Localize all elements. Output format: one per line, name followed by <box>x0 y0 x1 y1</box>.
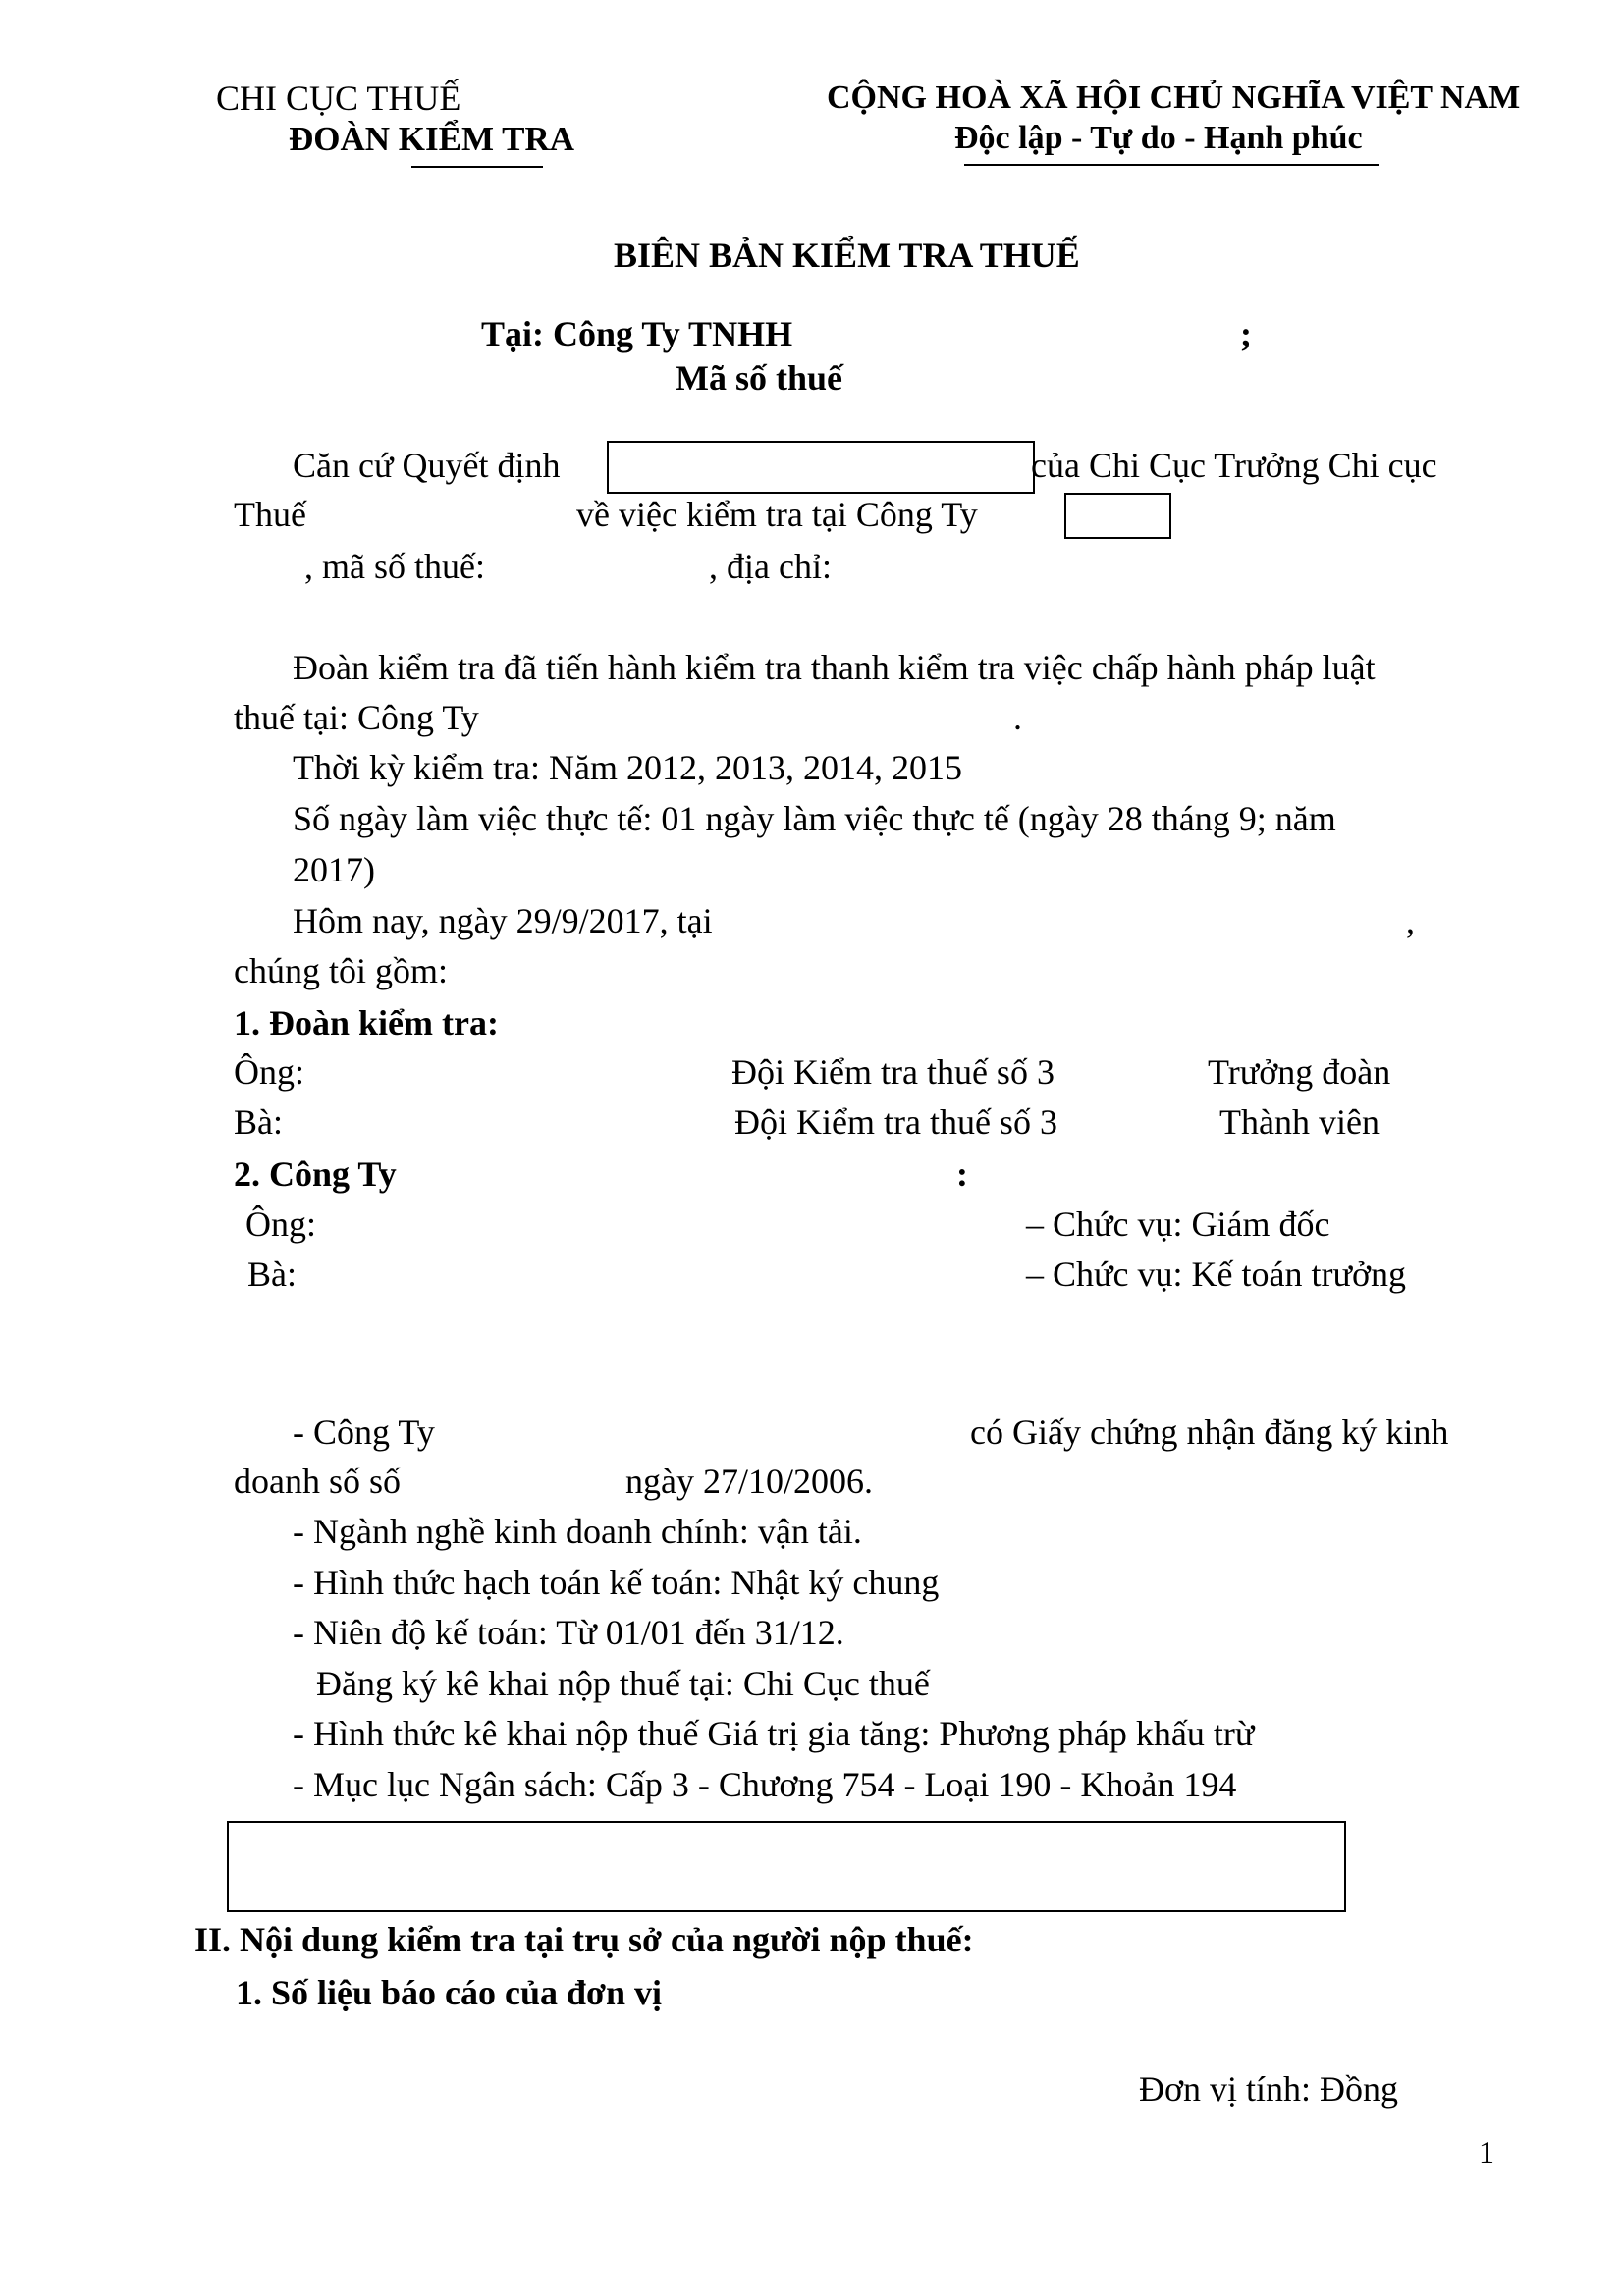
member2-unit: Đội Kiểm tra thuế số 3 <box>734 1102 1057 1142</box>
working-days-line2: 2017) <box>293 850 375 889</box>
today-line: Hôm nay, ngày 29/9/2017, tại <box>293 901 713 940</box>
document-title: BIÊN BẢN KIỂM TRA THUẾ <box>614 236 1080 275</box>
today-line-comma: , <box>1406 901 1415 940</box>
certificate-date: ngày 27/10/2006. <box>625 1462 873 1501</box>
budget-code: - Mục lục Ngân sách: Cấp 3 - Chương 754 - Loại 190 - Khoản 194 <box>293 1765 1237 1804</box>
company-rep2-role: – Chức vụ: Kế toán trưởng <box>1026 1255 1406 1294</box>
basis-decision-label: Căn cứ Quyết định <box>293 446 561 485</box>
company-rep2-title: Bà: <box>247 1255 297 1294</box>
business-certificate: có Giấy chứng nhận đăng ký kinh <box>970 1413 1449 1452</box>
company-info-line1: - Công Ty <box>293 1413 435 1452</box>
intro-line2-end: . <box>1013 698 1022 737</box>
section-ii-sub1: 1. Số liệu báo cáo của đơn vị <box>236 1973 663 2012</box>
we-include: chúng tôi gồm: <box>234 951 448 990</box>
basis-line2-text: về việc kiểm tra tại Công Ty <box>576 495 978 534</box>
redacted-box-company <box>1064 493 1171 539</box>
basis-issuer: của Chi Cục Trưởng Chi cục <box>1031 446 1437 485</box>
section2-colon: : <box>956 1154 968 1194</box>
intro-line2: thuế tại: Công Ty <box>234 698 479 737</box>
company-info-line2: doanh số số <box>234 1462 401 1501</box>
basis-address: , địa chỉ: <box>709 547 832 586</box>
vat-method: - Hình thức kê khai nộp thuế Giá trị gia tăng: Phương pháp khấu trừ <box>293 1714 1255 1753</box>
company-line-semicolon: ; <box>1240 314 1252 353</box>
page-number: 1 <box>1479 2134 1494 2169</box>
working-days-line1: Số ngày làm việc thực tế: 01 ngày làm việc thực tế (ngày 28 tháng 9; năm <box>293 799 1336 838</box>
country-name: CỘNG HOÀ XÃ HỘI CHỦ NGHĨA VIỆT NAM <box>827 80 1521 116</box>
section1-heading: 1. Đoàn kiểm tra: <box>234 1003 499 1042</box>
inspection-team-name: ĐOÀN KIỂM TRA <box>289 120 575 158</box>
header-right-underline <box>964 164 1379 166</box>
section-ii-heading: II. Nội dung kiểm tra tại trụ sở của người nộp thuế: <box>194 1920 974 1959</box>
accounting-form: - Hình thức hạch toán kế toán: Nhật ký chung <box>293 1563 940 1602</box>
basis-tax-code: , mã số thuế: <box>304 547 485 586</box>
redacted-box-info <box>227 1821 1346 1912</box>
member2-title: Bà: <box>234 1102 283 1142</box>
intro-line1: Đoàn kiểm tra đã tiến hành kiểm tra thanh kiểm tra việc chấp hành pháp luật <box>293 648 1376 687</box>
main-business: - Ngành nghề kinh doanh chính: vận tải. <box>293 1512 862 1551</box>
header-left-underline <box>411 166 543 168</box>
tax-registration: Đăng ký kê khai nộp thuế tại: Chi Cục thuế <box>316 1664 930 1703</box>
member2-role: Thành viên <box>1219 1102 1380 1142</box>
company-rep1-role: – Chức vụ: Giám đốc <box>1026 1204 1330 1244</box>
member1-title: Ông: <box>234 1052 304 1092</box>
motto: Độc lập - Tự do - Hạnh phúc <box>954 120 1363 156</box>
inspection-period: Thời kỳ kiểm tra: Năm 2012, 2013, 2014, 2015 <box>293 748 962 787</box>
agency-name: CHI CỤC THUẾ <box>216 79 461 118</box>
company-rep1-title: Ông: <box>245 1204 316 1244</box>
basis-line2-start: Thuế <box>234 495 306 534</box>
redacted-box-decision <box>607 441 1035 494</box>
member1-unit: Đội Kiểm tra thuế số 3 <box>731 1052 1055 1092</box>
member1-role: Trưởng đoàn <box>1208 1052 1391 1092</box>
tax-code-label: Mã số thuế <box>676 358 842 398</box>
currency-unit: Đơn vị tính: Đồng <box>1139 2069 1399 2109</box>
company-line: Tại: Công Ty TNHH <box>481 314 793 353</box>
fiscal-year: - Niên độ kế toán: Từ 01/01 đến 31/12. <box>293 1613 844 1652</box>
section2-heading: 2. Công Ty <box>234 1154 397 1194</box>
